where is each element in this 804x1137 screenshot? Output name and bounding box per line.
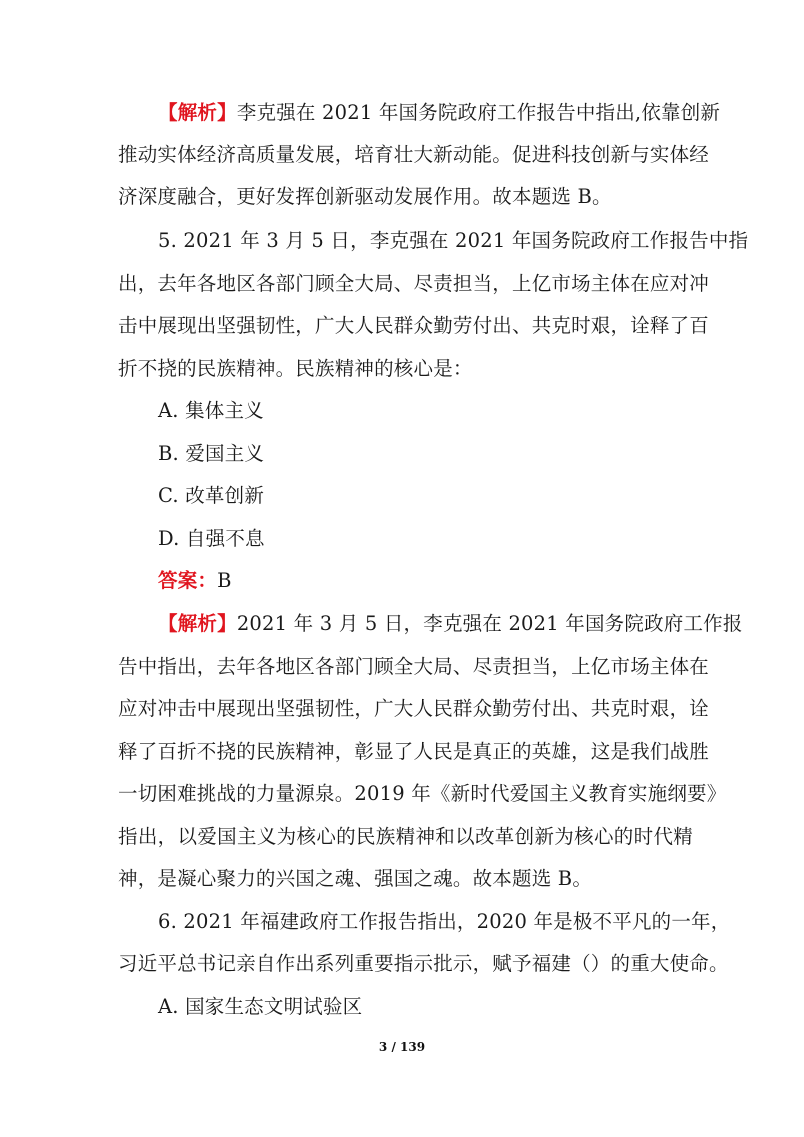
question-6-line-1: 6. 2021 年福建政府工作报告指出，2020 年是极不平凡的一年，: [158, 910, 731, 933]
question-6-line-2: 习近平总书记亲自作出系列重要指示批示，赋予福建（）的重大使命。: [118, 952, 729, 975]
option-d: D. 自强不息: [158, 527, 265, 550]
analysis-label: 【解析】: [158, 612, 237, 635]
question-5-line-1: 5. 2021 年 3 月 5 日，李克强在 2021 年国务院政府工作报告中指: [158, 229, 749, 252]
analysis-2-line-7: 神，是凝心聚力的兴国之魂、强国之魂。故本题选 B。: [118, 867, 593, 890]
analysis-2-line-3: 应对冲击中展现出坚强韧性，广大人民群众勤劳付出、共克时艰，诠: [118, 697, 710, 720]
option-b: B. 爱国主义: [158, 442, 265, 465]
analysis-2-line-2: 告中指出，去年各地区各部门顾全大局、尽责担当，上亿市场主体在: [118, 655, 710, 678]
analysis-2-line-1: 【解析】2021 年 3 月 5 日，李克强在 2021 年国务院政府工作报: [158, 612, 743, 635]
analysis-1-line-1: 【解析】李克强在 2021 年国务院政府工作报告中指出,依靠创新: [158, 101, 721, 124]
analysis-label: 【解析】: [158, 101, 237, 124]
option-a: A. 集体主义: [158, 399, 264, 422]
analysis-2-line-4: 释了百折不挠的民族精神，彰显了人民是真正的英雄，这是我们战胜: [118, 740, 710, 763]
analysis-1-line-2: 推动实体经济高质量发展，培育壮大新动能。促进科技创新与实体经: [118, 143, 710, 166]
answer-label: 答案：: [158, 569, 218, 592]
analysis-2-line-5: 一切困难挑战的力量源泉。2019 年《新时代爱国主义教育实施纲要》: [118, 782, 727, 805]
answer-line: [158, 560, 232, 602]
option-a: A. 国家生态文明试验区: [158, 995, 363, 1018]
question-5-line-4: 折不挠的民族精神。民族精神的核心是：: [118, 357, 473, 380]
option-c: C. 改革创新: [158, 484, 265, 507]
answer-value: B: [217, 569, 232, 592]
question-5-line-2: 出，去年各地区各部门顾全大局、尽责担当，上亿市场主体在应对冲: [118, 272, 710, 295]
page-number: 3 / 139: [378, 1040, 426, 1054]
analysis-1-line-3: 济深度融合，更好发挥创新驱动发展作用。故本题选 B。: [118, 185, 612, 208]
question-5-line-3: 击中展现出坚强韧性，广大人民群众勤劳付出、共克时艰，诠释了百: [118, 314, 710, 337]
analysis-2-line-6: 指出，以爱国主义为核心的民族精神和以改革创新为核心的时代精: [118, 825, 693, 848]
